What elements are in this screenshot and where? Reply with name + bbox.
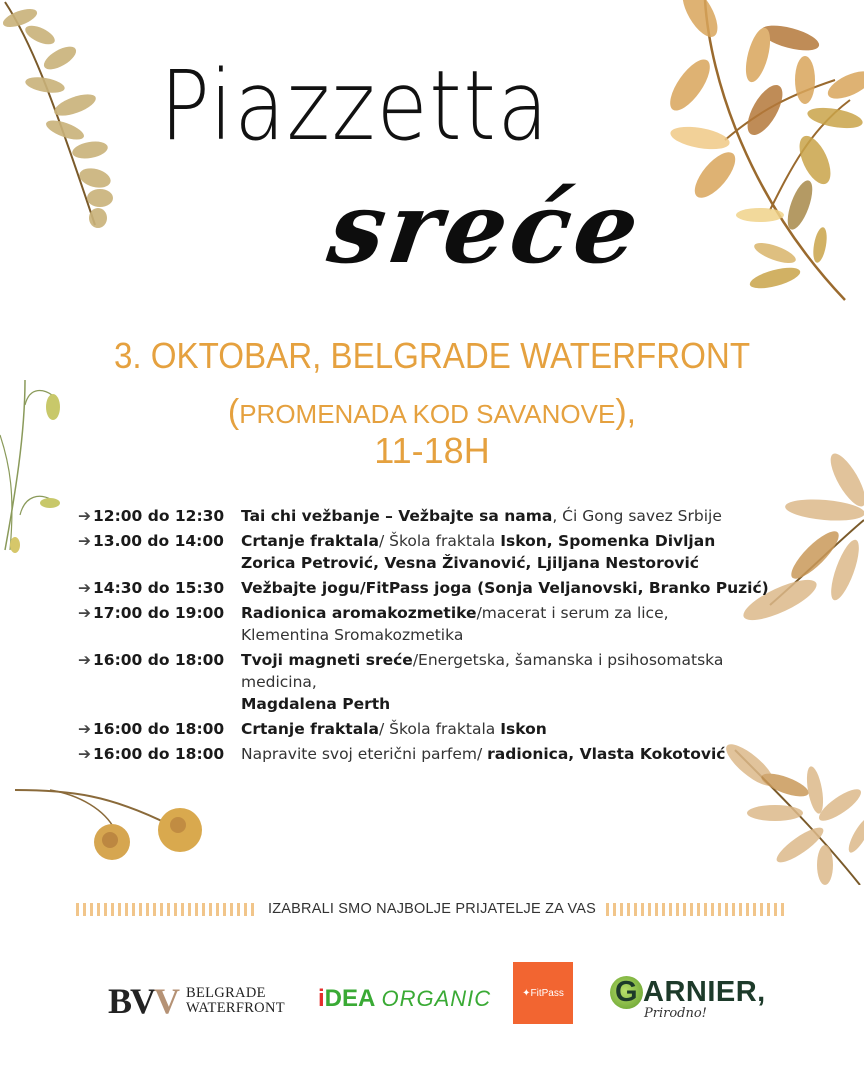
partners-divider xyxy=(68,900,796,918)
arrow-right-icon: ➔ xyxy=(78,651,91,669)
schedule-time: ➔ 14:30 do 15:30 xyxy=(78,579,225,597)
schedule-row xyxy=(78,649,798,715)
golden-leaf-branch-top-right-icon xyxy=(650,0,864,310)
arrow-right-icon: ➔ xyxy=(78,720,91,738)
garnier-leaf-g-icon: G xyxy=(610,976,643,1009)
dried-flowers-bottom-left-icon xyxy=(10,785,210,865)
title-piazzetta: Piazzetta xyxy=(160,50,550,162)
schedule-description: Vežbajte jogu/FitPass joga (Sonja Veljanovski, Branko Puzić) xyxy=(241,579,769,597)
dried-leaf-branch-top-left-icon xyxy=(0,0,130,235)
idea-organic-logo: iDEA ORGANIC xyxy=(318,985,492,1012)
bw-wordmark: BELGRADE WATERFRONT xyxy=(186,985,285,1016)
close-paren: ), xyxy=(615,393,637,431)
arrow-right-icon: ➔ xyxy=(78,604,91,622)
schedule-time: ➔ 12:00 do 12:30 xyxy=(78,507,225,525)
event-hours: 11-18H xyxy=(374,430,490,471)
stripe-decoration-left xyxy=(76,903,258,916)
garnier-tagline: Prirodno! xyxy=(644,1006,707,1021)
schedule-row xyxy=(78,530,798,574)
schedule-description: Napravite svoj eterični parfem/ radionica, Vlasta Kokotović xyxy=(241,745,726,763)
arrow-right-icon: ➔ xyxy=(78,579,91,597)
schedule-description: Crtanje fraktala/ Škola fraktala Iskon xyxy=(241,720,547,738)
fitpass-runner-icon: ✦ xyxy=(522,987,531,999)
schedule-row xyxy=(78,505,798,527)
schedule-time: ➔ 17:00 do 19:00 xyxy=(78,604,225,622)
schedule-row xyxy=(78,718,798,740)
schedule-description: Tai chi vežbanje – Vežbajte sa nama, Ći Gong savez Srbije xyxy=(241,507,722,525)
bw-monogram-icon: BVV xyxy=(108,981,179,1021)
schedule-time: ➔ 16:00 do 18:00 xyxy=(78,745,225,763)
fitpass-logo: ✦ FitPass xyxy=(513,962,573,1024)
open-paren: ( xyxy=(227,393,240,431)
partners-heading: IZABRALI SMO NAJBOLJE PRIJATELJE ZA VAS xyxy=(268,901,596,917)
garnier-logo: G ARNIER, Prirodno! xyxy=(610,976,766,1021)
schedule-description: Radionica aromakozmetike/macerat i serum za lice, Klementina Sromakozmetika xyxy=(241,604,669,644)
venue-text: PROMENADA KOD SAVANOVE xyxy=(239,399,616,429)
arrow-right-icon: ➔ xyxy=(78,507,91,525)
arrow-right-icon: ➔ xyxy=(78,745,91,763)
event-venue xyxy=(0,393,864,432)
schedule-row xyxy=(78,602,798,646)
schedule-list xyxy=(78,505,798,768)
schedule-time: ➔ 13.00 do 14:00 xyxy=(78,532,224,550)
stripe-decoration-right xyxy=(606,903,788,916)
schedule-time: ➔ 16:00 do 18:00 xyxy=(78,720,225,738)
schedule-description: Tvoji magneti sreće/Energetska, šamanska i psihosomatska medicina, Magdalena Perth xyxy=(241,651,724,713)
belgrade-waterfront-logo xyxy=(108,980,285,1022)
schedule-row xyxy=(78,743,798,765)
event-date-location: 3. OKTOBAR, BELGRADE WATERFRONT xyxy=(113,335,751,376)
arrow-right-icon: ➔ xyxy=(78,532,91,550)
schedule-description: Crtanje fraktala/ Škola fraktala Iskon, Spomenka Divljan Zorica Petrović, Vesna Živanović, Ljiljana Nestorović xyxy=(241,532,716,572)
schedule-time: ➔ 16:00 do 18:00 xyxy=(78,651,225,669)
title-sreće: sreće xyxy=(321,171,650,286)
schedule-row xyxy=(78,577,798,599)
